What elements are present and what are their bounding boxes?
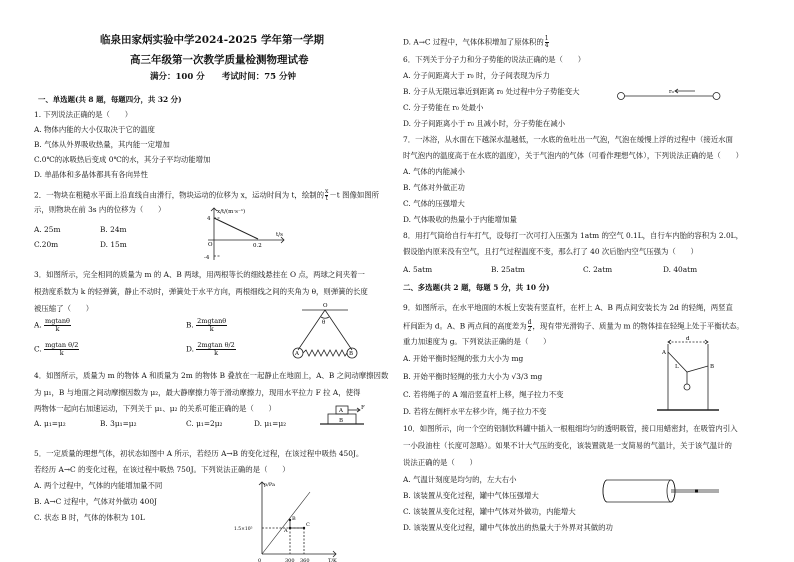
- q6-option-b: B. 分子从无限远靠近到距离 r₀ 处过程中分子势能变大: [403, 87, 580, 96]
- q1-option-a: A. 物体内能的大小仅取决于它的温度: [34, 125, 155, 134]
- q4-figure: [318, 400, 368, 430]
- svg-text:F: F: [361, 405, 365, 411]
- q2-graph-ytick: 4: [207, 216, 211, 222]
- svg-text:A: A: [339, 408, 343, 414]
- q2-stem-line1: 2．一物块在粗糙水平面上沿直线自由滑行，物块运动的位移为 x，运动时间为 t，绘制的 $\frac{x}{t}$ －t 图像如图所: [34, 188, 380, 202]
- svg-text:C: C: [306, 522, 310, 528]
- svg-text:B: B: [292, 516, 296, 522]
- section-multi-choice: 二、多选题(共 2 题，每题 5 分，共 10 分): [403, 283, 550, 292]
- q2-option-b: B. 24m: [100, 225, 127, 234]
- q3-label-o: O: [323, 303, 328, 309]
- svg-text:A: A: [284, 528, 288, 534]
- q3-label-a: A: [295, 351, 299, 357]
- q5-graph: [234, 478, 340, 562]
- svg-text:300: 300: [285, 558, 295, 562]
- q10-option-d: D. 该装置从变化过程，罐中气体放出的热量大于外界对其做的功: [403, 523, 613, 532]
- q10-option-a: A. 气温计刻度是均匀的，左大右小: [403, 475, 517, 484]
- q4-option-a: A. μ₁=μ₂: [34, 419, 66, 428]
- q5-option-a: A. 两个过程中，气体的内能增加量不同: [34, 481, 163, 490]
- q8-option-a: A. 5atm: [403, 265, 433, 274]
- q10-stem-line2: 一小段油柱（长度可忽略）。如果不计大气压的变化，该装置就是一支简易的气温计，关于该气温计的: [403, 441, 732, 450]
- q3-stem-line2: 根劲度系数为 k 的轻弹簧，静止不动时，弹簧处于水平方向，两根细线之间的夹角为 θ，则弹簧的长度: [34, 287, 368, 296]
- q9-option-b: B. 开始平衡时轻绳的张力大小为 √3/3 mg: [403, 372, 543, 381]
- q3-option-a: A. $\frac{mgtan\theta}{k}$: [34, 317, 70, 334]
- q6-option-c: C. 分子势能在 r₀ 处最小: [403, 103, 484, 112]
- svg-text:1.5×10⁵: 1.5×10⁵: [234, 527, 253, 532]
- q4-option-c: C. μ₁=2μ₂: [186, 419, 223, 428]
- q6-stem: 6．下列关于分子力和分子势能的说法正确的是（ ）: [403, 55, 586, 64]
- q5-option-b: B. A→C 过程中，气体对外做功 400J: [34, 497, 157, 506]
- q1-option-d: D. 单晶体和多晶体都具有各向异性: [34, 170, 148, 179]
- q10-figure: [601, 476, 731, 506]
- q3-label-b: B: [349, 351, 354, 357]
- q10-stem-line1: 10．如图所示，向一个空的铝制饮料罐中插入一根粗细均匀的透明吸管，接口用蜡密封，在吸管内引入: [403, 424, 738, 433]
- q6-figure: [617, 86, 737, 102]
- q7-option-c: C. 气体的压强增大: [403, 199, 465, 208]
- svg-text:d: d: [686, 336, 690, 342]
- q5-option-d: D. A→C 过程中，气体体积增加了原体积的 $\frac{1}{4}$: [403, 35, 549, 49]
- q9-option-d: D. 若将左侧杆水平左移少许，绳子拉力不变: [403, 407, 547, 416]
- svg-text:T/K: T/K: [328, 558, 337, 562]
- q3-option-d: D. $\frac{\text{2mgtan θ/2}}{k}$: [186, 341, 235, 358]
- q8-stem-line2: 假设胎内原来没有空气，且打气过程温度不变，那么打了 40 次后胎内空气压强为（ ）: [403, 247, 698, 256]
- q5-option-c: C. 状态 B 时，气体的体积为 10L: [34, 513, 145, 522]
- q10-stem-line3: 说法正确的是（ ）: [403, 458, 477, 467]
- q3-stem-line1: 3．如图所示，完全相同的质量为 m 的 A、B 两球，用两根等长的细线悬挂在 O 点，两球之间夹着一: [34, 270, 365, 279]
- svg-text:B: B: [710, 364, 715, 370]
- q2-graph-origin: O: [208, 242, 213, 248]
- q7-option-b: B. 气体对外做正功: [403, 183, 465, 192]
- q9-stem-line3: 重力加速度为 g。下列说法正确的是（ ）: [403, 337, 551, 346]
- q9-option-c: C. 若将绳子的 A 端沿竖直杆上移，绳子拉力不变: [403, 390, 564, 399]
- q4-stem-line2: 为 μ₁，B 与地面之间动摩擦因数为 μ₂，最大静摩擦力等于滑动摩擦力，现用水平拉力 F 拉 A，使得: [34, 388, 361, 397]
- q9-stem-line1: 9．如图所示，在水平地面的木板上安装有竖直杆，在杆上 A、B 两点间安装长为 2d 的轻绳，两竖直: [403, 303, 733, 312]
- svg-text:r₀: r₀: [669, 89, 674, 95]
- q2-graph: [196, 206, 296, 266]
- q2-graph-negtick: -4: [204, 255, 210, 261]
- q8-option-c: C. 2atm: [583, 265, 613, 274]
- q4-stem-line1: 4．如图所示，质量为 m 的物体 A 和质量为 2m 的物体 B 叠放在一起静止在地面上，A、B 之间动摩擦因数: [34, 371, 389, 380]
- q2-graph-ylabel: x/t/(m·s⁻¹): [217, 209, 246, 215]
- q2-option-c: C.20m: [34, 240, 59, 249]
- q10-option-b: B. 该装置从变化过程，罐中气体压强增大: [403, 491, 539, 500]
- q8-option-d: D. 40atm: [663, 265, 698, 274]
- svg-text:360: 360: [300, 558, 310, 562]
- q2-option-a: A. 25m: [34, 225, 61, 234]
- section-single-choice: 一、单选题(共 8 题，每题四分，共 32 分): [38, 95, 182, 104]
- q8-option-b: B. 25atm: [491, 265, 525, 274]
- score-line: 满分：100 分 考试时间：75 分钟: [150, 72, 296, 82]
- svg-text:L: L: [675, 364, 679, 370]
- q1-option-c: C.0℃的冰吸热后变成 0℃的水，其分子平均动能增加: [34, 155, 211, 164]
- q7-stem-line1: 7．一沐浴，从水面在下越深水温越低，一水底的鱼吐出一气泡，气泡在缓慢上浮的过程中（接近水面: [403, 135, 733, 144]
- q6-option-a: A. 分子间距离大于 r₀ 时，分子间表现为斥力: [403, 71, 550, 80]
- q7-option-d: D. 气体吸收的热量小于内能增加量: [403, 215, 517, 224]
- q6-option-d: D. 分子间距离小于 r₀ 且减小时，分子势能在减小: [403, 119, 565, 128]
- q9-figure: [653, 338, 723, 418]
- q3-option-b: B. $\frac{2mgtan\theta}{k}$: [186, 317, 227, 334]
- q2-stem-line2: 示，则物块在前 3s 内的位移为（ ）: [34, 205, 166, 214]
- q9-stem-line2: 杆间距为 d。A、B 两点间的高度差为 $\frac{d}{2}$ ，现有带光滑钩子、质量为 m 的物体挂在轻绳上处于平衡状态。: [403, 319, 744, 333]
- q10-option-c: C. 该装置从变化过程，罐中气体对外做功，内能增大: [403, 507, 576, 516]
- q3-label-theta: θ: [322, 320, 326, 326]
- q7-stem-line2: 时气泡内的温度高于在水底的温度），关于气泡内的气体（可看作理想气体），下列说法正确的是（ ）: [403, 151, 743, 160]
- q7-option-a: A. 气体的内能减小: [403, 167, 465, 176]
- q10-oil-column: [695, 489, 698, 492]
- q4-option-b: B. 3μ₁=μ₂: [100, 419, 137, 428]
- exam-subtitle: 高三年级第一次教学质量检测物理试卷: [130, 54, 309, 66]
- svg-text:B: B: [339, 418, 344, 424]
- q2-graph-xtick: 0.2: [253, 243, 262, 249]
- q1-stem: 1. 下列说法正确的是（ ）: [34, 110, 133, 119]
- q10-can: [603, 480, 675, 502]
- q8-stem-line1: 8．用打气筒给自行车打气，设每打一次可打入压强为 1atm 的空气 0.1L，自行车内胎的容积为 2.0L，: [403, 231, 743, 240]
- q3-spring: [303, 350, 347, 356]
- q4-stem-line3: 两物体一起向右加速运动，下列关于 μ₁、μ₂ 的关系可能正确的是（ ）: [34, 404, 276, 413]
- q1-option-b: B. 气体从外界吸收热量，其内能一定增加: [34, 140, 170, 149]
- svg-text:0: 0: [258, 558, 262, 562]
- q3-figure: [290, 303, 360, 366]
- svg-text:A: A: [662, 350, 666, 356]
- q3-option-c: C. $\frac{\text{mgtan θ/2}}{k}$: [34, 341, 79, 358]
- q9-option-a: A. 开始平衡时轻绳的张力大小为 mg: [403, 354, 524, 363]
- q4-option-d: D. μ₁=μ₂: [254, 419, 287, 428]
- exam-title: 临泉田家炳实验中学2024-2025 学年第一学期: [100, 34, 324, 46]
- right-column: [397, 0, 794, 562]
- q2-graph-xlabel: t/s: [276, 232, 283, 238]
- q2-option-d: D. 15m: [100, 240, 127, 249]
- q3-stem-line3: 被压缩了（ ）: [34, 304, 94, 313]
- svg-text:p/Pa: p/Pa: [264, 482, 276, 488]
- q5-stem-line1: 5．一定质量的理想气体，初状态如图中 A 所示，若经历 A→B 的变化过程，在该过程中吸热 450J。: [34, 449, 364, 458]
- q5-stem-line2: 若经历 A→C 的变化过程，在该过程中吸热 750J。下列说法正确的是（ ）: [34, 465, 290, 474]
